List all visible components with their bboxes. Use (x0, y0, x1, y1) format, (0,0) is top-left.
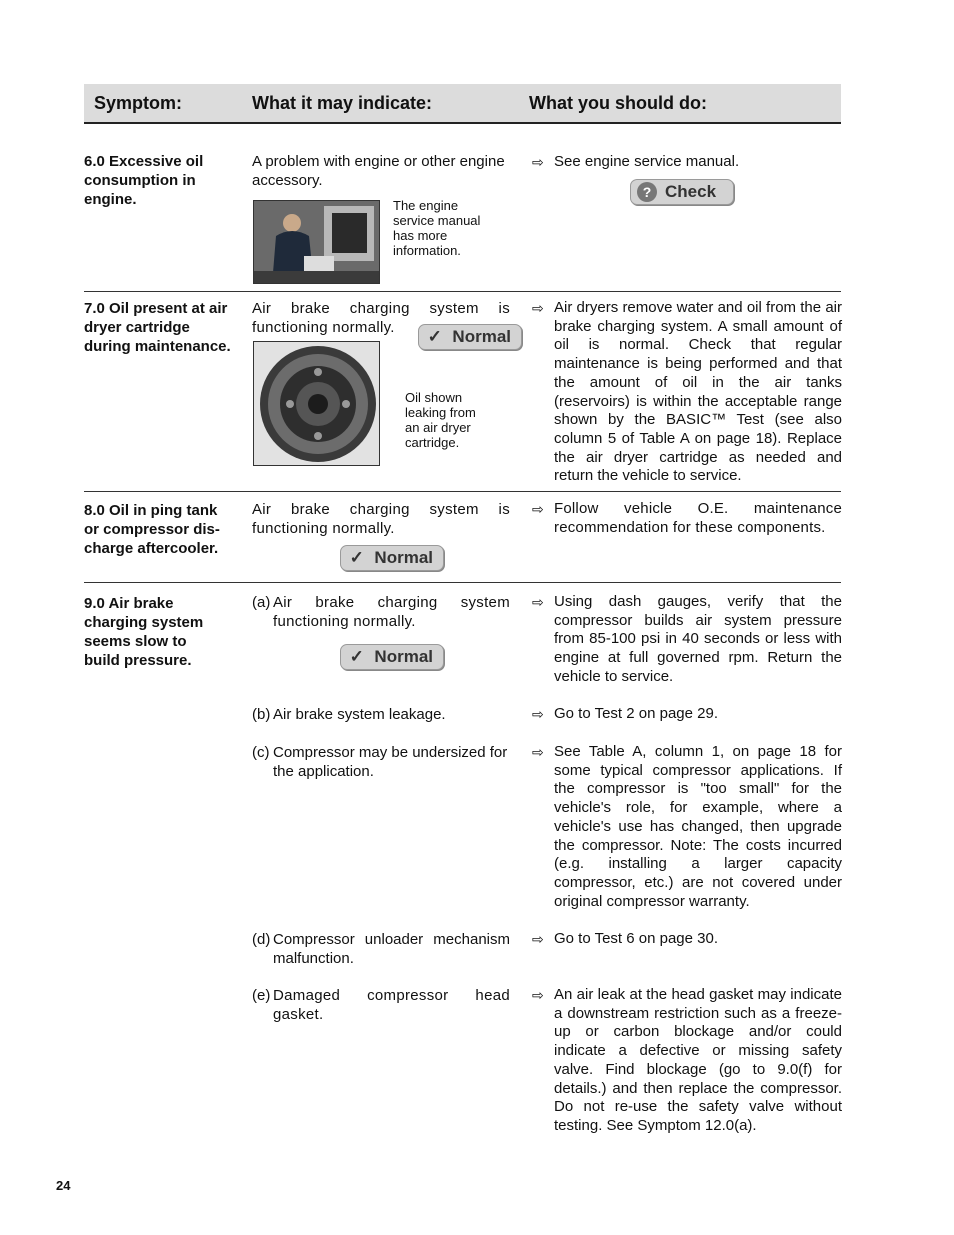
indicate-8: Air brake charging system is functioning normally. (252, 501, 510, 537)
item-text: Damaged compressor head gasket. (273, 987, 510, 1023)
header-action: What you should do: (529, 93, 707, 113)
caption-7: Oil shown leaking from an air dryer cartridge. (405, 390, 476, 450)
table-header (84, 84, 841, 124)
check-badge-label: Check (665, 182, 717, 201)
header-indicate: What it may indicate: (252, 93, 433, 113)
air-dryer-photo (253, 341, 380, 466)
symptom-6: 6.0 Excessive oil consumption in engine. (84, 153, 204, 208)
action-9d-text: Go to Test 6 on page 30. (554, 930, 719, 947)
question-icon: ? (637, 182, 657, 202)
symptom-8: 8.0 Oil in ping tank or compressor dis-charge aftercooler. (84, 502, 220, 557)
checkmark-icon: ✓ (349, 548, 364, 567)
arrow-icon: ⇨ (532, 987, 544, 1003)
checkmark-icon: ✓ (349, 647, 364, 666)
item-key: (d) (252, 931, 271, 948)
indicate-6: A problem with engine or other engine accessory. (252, 153, 505, 189)
page-number: 24 (56, 1178, 71, 1193)
arrow-icon: ⇨ (532, 744, 544, 760)
action-7 (532, 299, 842, 486)
symptom-9: 9.0 Air brake charging system seems slow to build pressure. (84, 595, 204, 669)
normal-badge-label: Normal (374, 548, 433, 567)
item-key: (b) (252, 706, 271, 723)
indicate-9d (252, 930, 510, 968)
mechanic-illustration (254, 201, 380, 284)
action-9d (532, 930, 842, 949)
action-9c (532, 743, 842, 911)
symptom-7: 7.0 Oil present at air dryer cartridge during maintenance. (84, 300, 231, 355)
action-9c-text: See Table A, column 1, on page 18 for some typical compressor applications. If the compressor is "too small" for the vehicle's role, for example, where a vehicle's use has changed, then upgrade the compressor. Note: The costs incurred (e.g. installing a larger capacity compressor, etc.) are not covered under original compressor warranty. (554, 743, 842, 910)
action-9a (532, 593, 842, 687)
engine-manual-photo (253, 200, 380, 284)
action-9a-text: Using dash gauges, verify that the compressor builds air system pressure from 85-100 psi in 40 seconds or less with engine at full governed rpm. Return the vehicle to service. (554, 593, 842, 685)
arrow-icon: ⇨ (532, 594, 544, 610)
air-dryer-cartridge-illustration (254, 342, 380, 466)
caption-6: The engine service manual has more information. (393, 198, 481, 258)
item-text: Compressor unloader mechanism malfunction. (273, 931, 510, 967)
arrow-icon: ⇨ (532, 300, 544, 316)
indicate-7: Air brake charging system is functioning normally. (252, 300, 510, 336)
header-symptom: Symptom: (94, 93, 183, 113)
normal-badge (340, 545, 444, 571)
normal-badge (340, 644, 444, 670)
arrow-icon: ⇨ (532, 154, 544, 170)
row-divider (84, 291, 841, 292)
action-9b (532, 705, 842, 724)
action-7-text: Air dryers remove water and oil from the air brake charging system. A small amount of oil is normal. Check that regular maintenance is being performed and that the amount of oil in the air tanks (reservoirs) is within the acceptable range shown by the BASIC™ Test (see also column 5 of Table A on page 18). Replace the air dryer cartridge as needed and return the vehicle to service. (554, 299, 842, 485)
normal-badge-label: Normal (374, 647, 433, 666)
checkmark-icon: ✓ (427, 327, 442, 346)
row-divider (84, 491, 841, 492)
action-6-text: See engine service manual. (554, 153, 740, 170)
action-9e (532, 986, 842, 1136)
row-divider (84, 582, 841, 583)
item-key: (e) (252, 987, 271, 1004)
indicate-9b (252, 705, 510, 724)
item-text: Air brake system leakage. (273, 706, 446, 723)
arrow-icon: ⇨ (532, 931, 544, 947)
check-badge (630, 179, 734, 205)
normal-badge-label: Normal (452, 327, 511, 346)
action-9b-text: Go to Test 2 on page 29. (554, 705, 719, 722)
item-text: Compressor may be undersized for the application. (273, 744, 508, 780)
indicate-9a (252, 593, 510, 631)
action-9e-text: An air leak at the head gasket may indicate a downstream restriction such as a freeze-up or carbon blockage and/or could indicate a defective or missing safety valve. Find blockage (go to 9.0(f) for details.) and then replace the compressor. Do not re-use the safety valve without testing. See Symptom 12.0(a). (554, 986, 842, 1134)
item-key: (a) (252, 594, 271, 611)
action-6 (532, 153, 842, 172)
action-8-text: Follow vehicle O.E. maintenance recommendation for these components. (554, 500, 842, 536)
item-key: (c) (252, 744, 270, 761)
action-8 (532, 500, 842, 537)
normal-badge (418, 324, 522, 350)
item-text: Air brake charging system functioning normally. (273, 594, 510, 630)
arrow-icon: ⇨ (532, 706, 544, 722)
indicate-9e (252, 986, 510, 1024)
arrow-icon: ⇨ (532, 501, 544, 517)
indicate-9c (252, 743, 510, 781)
